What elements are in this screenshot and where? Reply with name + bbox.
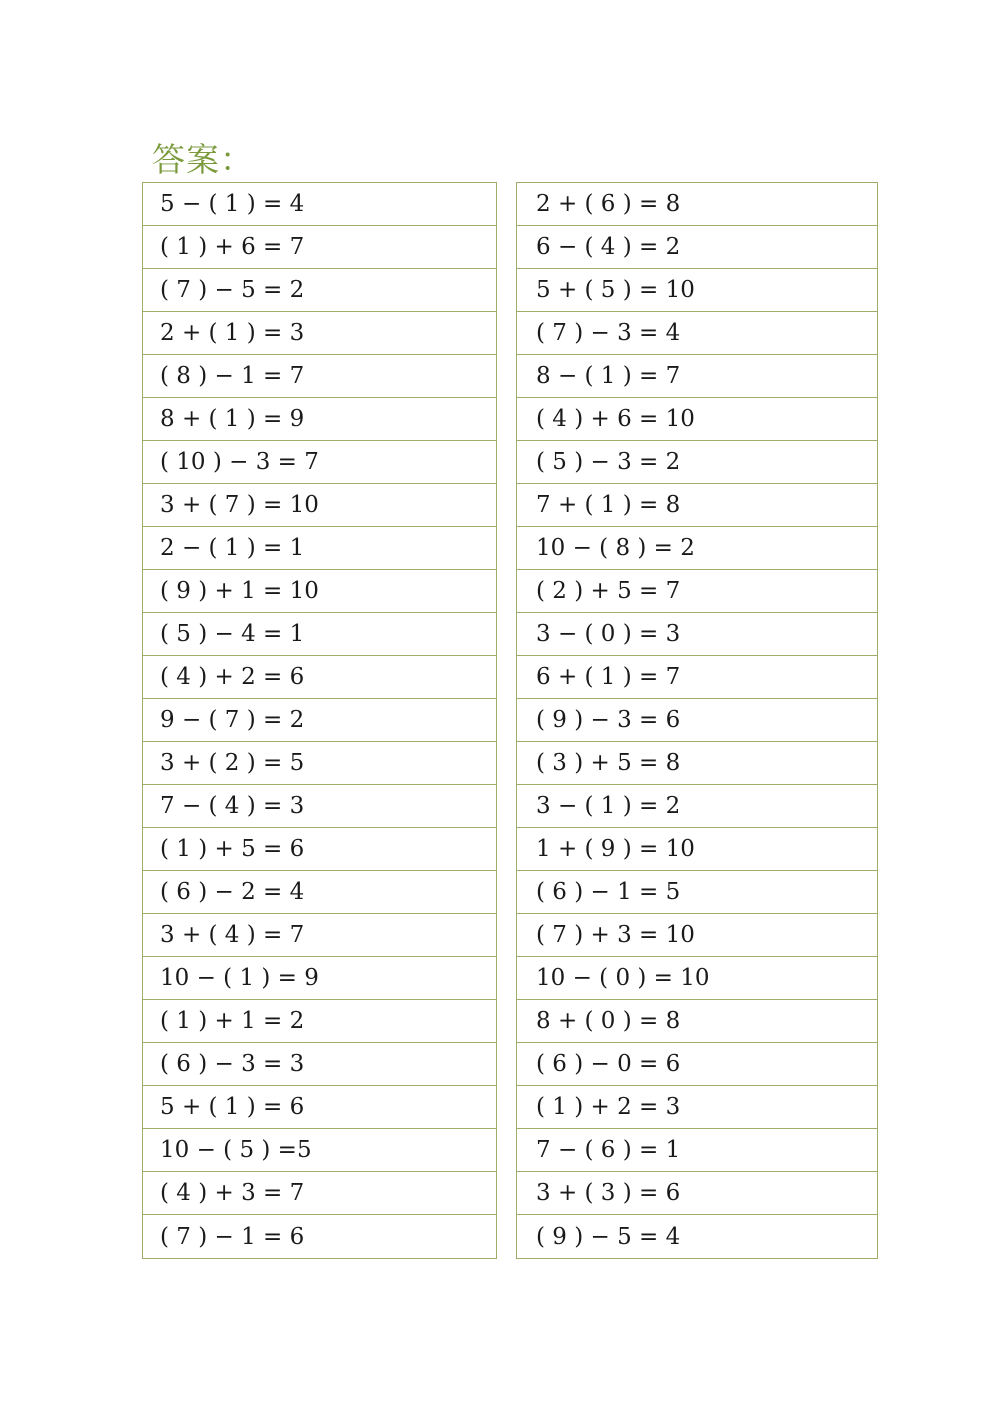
equation-row: ( 1 ) + 6 = 7 xyxy=(143,226,496,269)
equation-row: ( 7 ) − 5 = 2 xyxy=(143,269,496,312)
equation-row: 8 + ( 0 ) = 8 xyxy=(517,1000,877,1043)
equation-row: 3 + ( 2 ) = 5 xyxy=(143,742,496,785)
equation-row: ( 6 ) − 2 = 4 xyxy=(143,871,496,914)
equation-row: 2 + ( 1 ) = 3 xyxy=(143,312,496,355)
equation-row: ( 9 ) − 3 = 6 xyxy=(517,699,877,742)
equation-row: 3 + ( 4 ) = 7 xyxy=(143,914,496,957)
equation-row: ( 5 ) − 3 = 2 xyxy=(517,441,877,484)
equation-row: ( 9 ) − 5 = 4 xyxy=(536,1223,681,1250)
equation-row: ( 6 ) − 1 = 5 xyxy=(517,871,877,914)
equation-row: 9 − ( 7 ) = 2 xyxy=(143,699,496,742)
equation-row: 7 − ( 4 ) = 3 xyxy=(143,785,496,828)
equation-row: ( 5 ) − 4 = 1 xyxy=(143,613,496,656)
equation-row: 5 + ( 1 ) = 6 xyxy=(143,1086,496,1129)
right-answer-column xyxy=(516,182,878,1259)
equation-row: 3 + ( 3 ) = 6 xyxy=(517,1172,877,1215)
equation-row: ( 1 ) + 5 = 6 xyxy=(143,828,496,871)
equation-row: 3 + ( 7 ) = 10 xyxy=(143,484,496,527)
equation-row: 6 + ( 1 ) = 7 xyxy=(517,656,877,699)
equation-row: ( 1 ) + 2 = 3 xyxy=(517,1086,877,1129)
equation-row: ( 7 ) − 1 = 6 xyxy=(160,1223,305,1250)
equation-row: 10 − ( 0 ) = 10 xyxy=(517,957,877,1000)
equation-row: 3 − ( 0 ) = 3 xyxy=(517,613,877,656)
equation-row: 10 − ( 8 ) = 2 xyxy=(517,527,877,570)
answer-title: 答案： xyxy=(152,140,254,179)
equation-row: ( 3 ) + 5 = 8 xyxy=(517,742,877,785)
equation-row: 7 − ( 6 ) = 1 xyxy=(517,1129,877,1172)
equation-row: ( 10 ) − 3 = 7 xyxy=(143,441,496,484)
equation-row: ( 7 ) + 3 = 10 xyxy=(517,914,877,957)
equation-row: 10 − ( 5 ) =5 xyxy=(143,1129,496,1172)
equation-row: ( 4 ) + 2 = 6 xyxy=(143,656,496,699)
equation-row: 5 + ( 5 ) = 10 xyxy=(517,269,877,312)
answer-grid xyxy=(142,182,878,1259)
equation-row: ( 6 ) − 0 = 6 xyxy=(517,1043,877,1086)
equation-row: ( 2 ) + 5 = 7 xyxy=(517,570,877,613)
equation-row: 1 + ( 9 ) = 10 xyxy=(517,828,877,871)
equation-row: ( 6 ) − 3 = 3 xyxy=(143,1043,496,1086)
equation-row: ( 9 ) + 1 = 10 xyxy=(143,570,496,613)
equation-row: 2 − ( 1 ) = 1 xyxy=(143,527,496,570)
equation-row: 3 − ( 1 ) = 2 xyxy=(517,785,877,828)
equation-row: 8 + ( 1 ) = 9 xyxy=(143,398,496,441)
left-answer-column xyxy=(142,182,497,1259)
equation-row: 10 − ( 1 ) = 9 xyxy=(143,957,496,1000)
equation-row: ( 7 ) − 3 = 4 xyxy=(517,312,877,355)
equation-row: ( 4 ) + 3 = 7 xyxy=(143,1172,496,1215)
equation-row: ( 8 ) − 1 = 7 xyxy=(143,355,496,398)
equation-row: 6 − ( 4 ) = 2 xyxy=(517,226,877,269)
equation-row: ( 4 ) + 6 = 10 xyxy=(517,398,877,441)
equation-row: 2 + ( 6 ) = 8 xyxy=(517,183,877,226)
equation-row: 8 − ( 1 ) = 7 xyxy=(517,355,877,398)
equation-row: 5 − ( 1 ) = 4 xyxy=(143,183,496,226)
equation-row: 7 + ( 1 ) = 8 xyxy=(517,484,877,527)
equation-row: ( 1 ) + 1 = 2 xyxy=(143,1000,496,1043)
